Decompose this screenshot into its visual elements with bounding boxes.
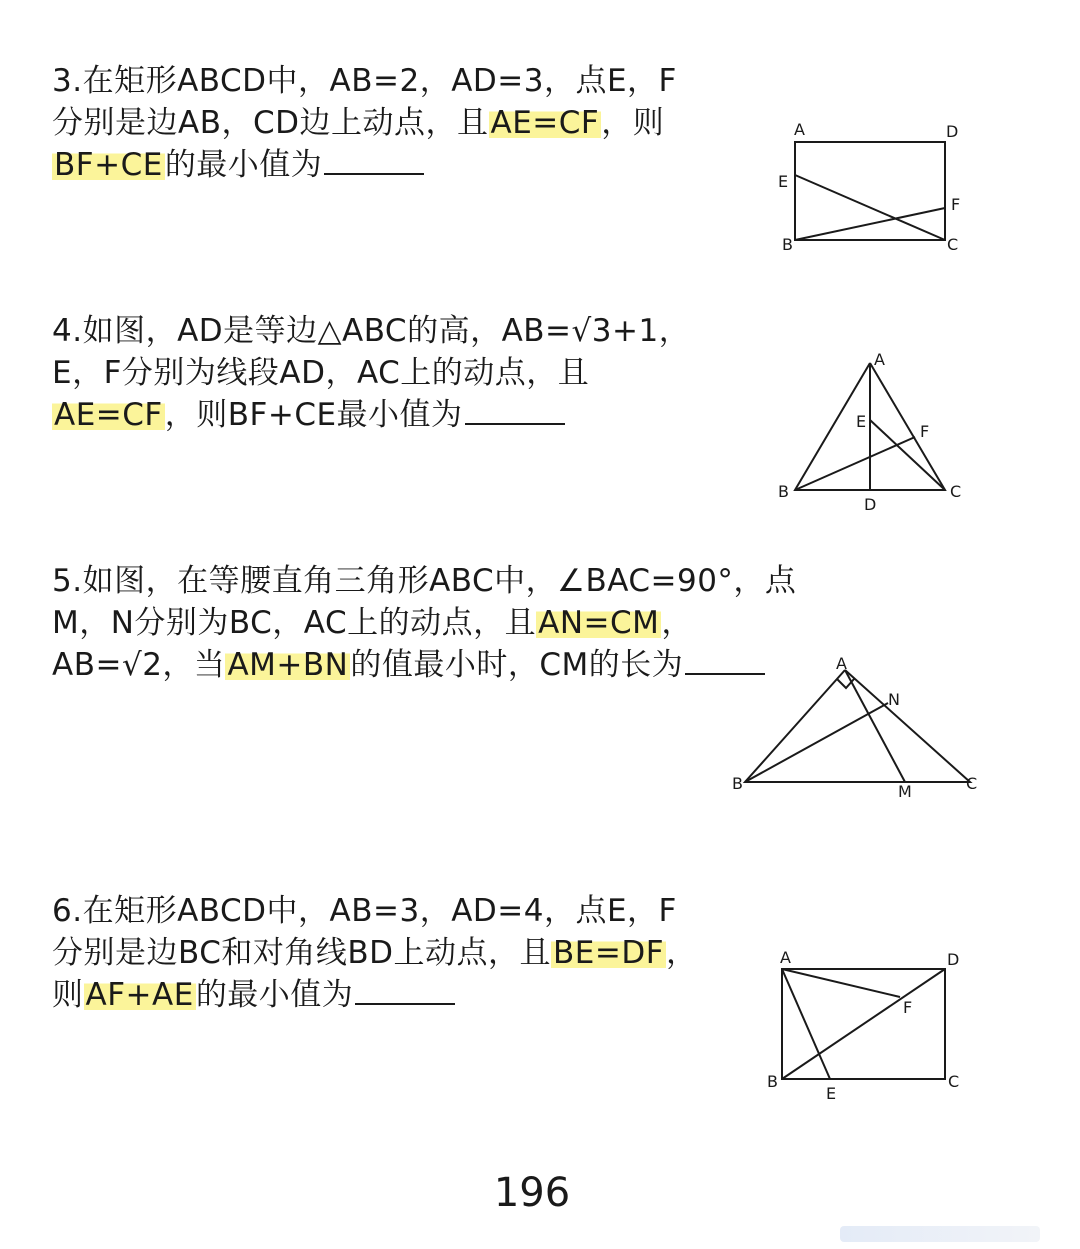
label-a: A <box>780 948 791 967</box>
watermark-bar <box>840 1226 1040 1242</box>
page-number: 196 <box>493 1170 571 1216</box>
label-c: C <box>947 235 959 254</box>
label-d: D <box>947 950 960 969</box>
problem-3-line-1: 3.在矩形ABCD中，AB=2，AD=3，点E，F <box>52 63 677 99</box>
segment-af <box>782 969 900 997</box>
problem-6-line-3: 则AF+AE的最小值为 <box>52 974 698 1016</box>
label-e: E <box>826 1084 837 1103</box>
segment-am <box>845 670 905 782</box>
figure-5-right-isosceles-triangle <box>730 655 985 800</box>
figure-6-rectangle <box>760 945 980 1105</box>
rectangle-abcd <box>795 142 945 240</box>
problem-6-line-1: 6.在矩形ABCD中，AB=3，AD=4，点E，F <box>52 893 677 929</box>
problem-5 <box>52 560 796 686</box>
figure-4-triangle <box>770 345 970 515</box>
highlighted-condition: AE=CF <box>54 397 163 433</box>
segment-bf <box>795 208 945 240</box>
label-m: M <box>898 782 912 801</box>
label-a: A <box>836 654 847 673</box>
highlighted-target: AF+AE <box>85 977 194 1013</box>
label-a: A <box>874 350 885 369</box>
label-c: C <box>948 1072 960 1091</box>
segment-bf <box>795 437 915 490</box>
label-e: E <box>856 412 867 431</box>
label-d: D <box>946 122 959 141</box>
answer-blank <box>465 399 565 425</box>
label-b: B <box>778 482 789 501</box>
triangle-abc <box>745 670 970 782</box>
problem-5-line-3: AB=√2，当AM+BN的值最小时，CM的长为 <box>52 644 796 686</box>
label-f: F <box>920 422 930 441</box>
label-b: B <box>782 235 793 254</box>
highlighted-condition: BE=DF <box>553 935 665 971</box>
label-e: E <box>778 172 789 191</box>
segment-bn <box>745 703 888 782</box>
highlighted-target: BF+CE <box>54 147 163 183</box>
highlighted-target: AM+BN <box>227 647 349 683</box>
highlighted-condition: AN=CM <box>538 605 660 641</box>
label-n: N <box>888 690 900 709</box>
problem-3-line-2: 分别是边AB，CD边上动点，且AE=CF，则 <box>52 105 665 141</box>
problem-5-line-1: 5.如图，在等腰直角三角形ABC中，∠BAC=90°，点 <box>52 563 797 599</box>
figure-3-rectangle <box>770 115 970 260</box>
problem-6 <box>52 890 698 1016</box>
label-c: C <box>966 774 978 793</box>
answer-blank <box>355 979 455 1005</box>
problem-6-line-2: 分别是边BC和对角线BD上动点，且BE=DF， <box>52 935 698 971</box>
segment-ec <box>795 175 945 240</box>
problem-4-line-3: AE=CF，则BF+CE最小值为 <box>52 394 690 436</box>
problem-4-line-1: 4.如图，AD是等边△ABC的高，AB=√3+1， <box>52 313 691 349</box>
label-b: B <box>732 774 743 793</box>
segment-ec <box>870 420 945 490</box>
highlighted-condition: AE=CF <box>490 105 600 141</box>
problem-4 <box>52 310 690 436</box>
problem-5-line-2: M，N分别为BC，AC上的动点，且AN=CM， <box>52 605 693 641</box>
label-f: F <box>903 998 913 1017</box>
label-f: F <box>951 195 961 214</box>
label-c: C <box>950 482 962 501</box>
answer-blank <box>324 149 424 175</box>
label-a: A <box>794 120 805 139</box>
problem-3-line-3: BF+CE的最小值为 <box>52 144 677 186</box>
label-b: B <box>767 1072 778 1091</box>
problem-4-line-2: E，F分别为线段AD，AC上的动点，且 <box>52 355 590 391</box>
problem-3 <box>52 60 677 186</box>
label-d: D <box>864 495 877 514</box>
